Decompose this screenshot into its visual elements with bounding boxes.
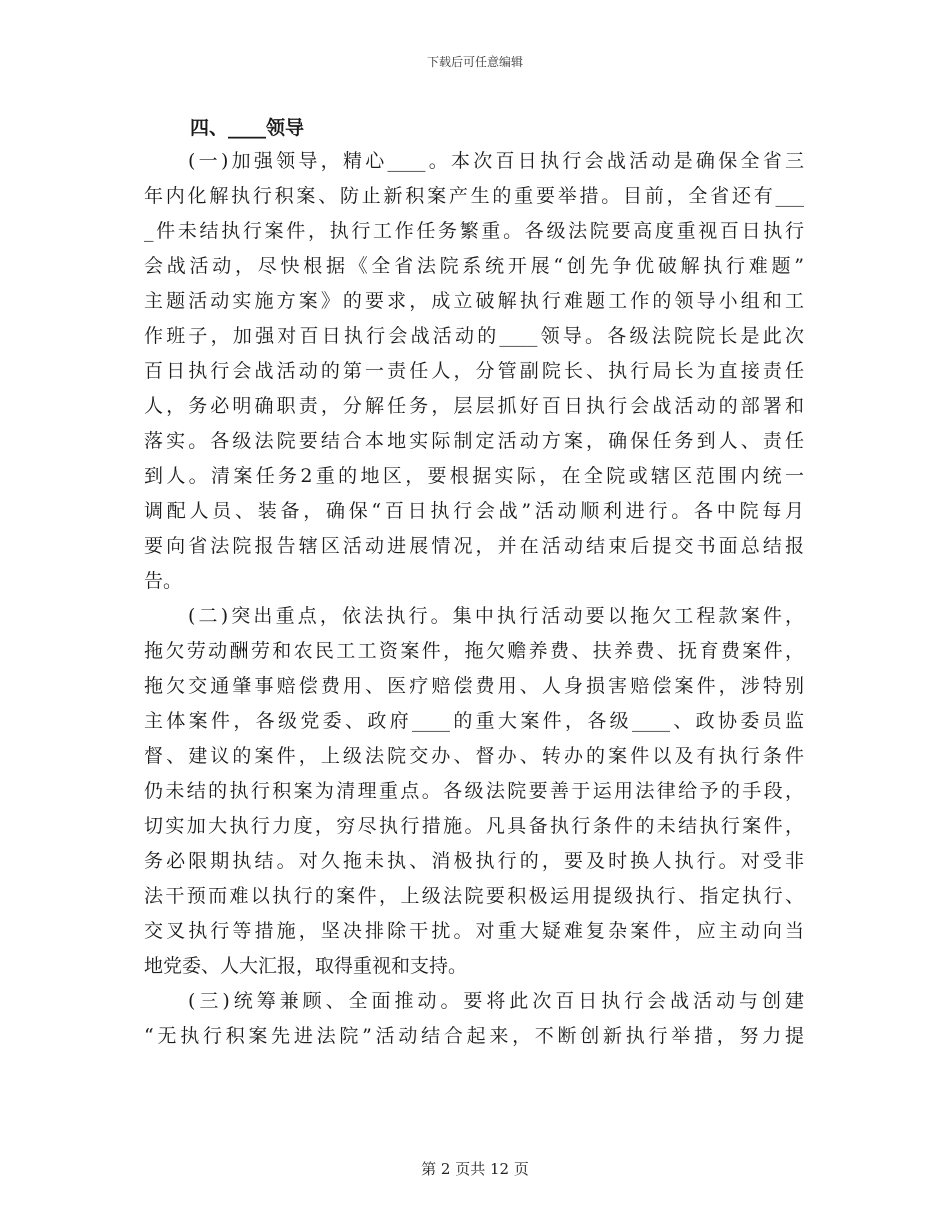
paragraph-1 — [144, 144, 804, 599]
page-number: 第 2 页共 12 页 — [421, 1160, 529, 1178]
text-line: 拖欠交通肇事赔偿费用、医疗赔偿费用、人身损害赔偿案件，涉特别 — [144, 675, 804, 697]
text-line: 仍未结的执行积案为清理重点。各级法院要善于运用法律给予的手段， — [144, 780, 804, 802]
text-line: 告。 — [144, 570, 183, 592]
text-line: “无执行积案先进法院”活动结合起来，不断创新执行举措，努力提 — [144, 1025, 804, 1047]
text-line: 到人。清案任务2重的地区，要根据实际，在全院或辖区范围内统一 — [144, 465, 804, 487]
text-line: 务必限期执结。对久拖未执、消极执行的，要及时换人执行。对受非 — [144, 850, 804, 872]
text-line: 人，务必明确职责，分解任务，层层抓好百日执行会战活动的部署和 — [144, 395, 804, 417]
text-line: 主体案件，各级党委、政府____的重大案件，各级____、政协委员监 — [144, 710, 804, 732]
text-line: 调配人员、装备，确保“百日执行会战”活动顺利进行。各中院每月 — [144, 500, 804, 522]
text-line: 切实加大执行力度，穷尽执行措施。凡具备执行条件的未结执行案件， — [144, 815, 804, 837]
text-line: 交叉执行等措施，坚决排除干扰。对重大疑难复杂案件，应主动向当 — [144, 920, 804, 942]
header-note: 下载后可任意编辑 — [426, 55, 523, 69]
paragraph-3 — [144, 984, 804, 1054]
text-line: 拖欠劳动酬劳和农民工工资案件，拖欠赡养费、扶养费、抚育费案件， — [144, 640, 804, 662]
text-line: 督、建议的案件，上级法院交办、督办、转办的案件以及有执行条件 — [144, 745, 804, 767]
text-line: 法干预而难以执行的案件，上级法院要积极运用提级执行、指定执行、 — [144, 885, 804, 907]
text-line: 百日执行会战活动的第一责任人，分管副院长、执行局长为直接责任 — [144, 360, 804, 382]
text-line: 地党委、人大汇报，取得重视和支持。 — [144, 955, 468, 977]
text-line: 落实。各级法院要结合本地实际制定活动方案，确保任务到人、责任 — [144, 430, 804, 452]
text-line: _件未结执行案件，执行工作任务繁重。各级法院要高度重视百日执行 — [144, 220, 804, 242]
section-heading: 四、____领导 — [190, 117, 305, 139]
text-line: 主题活动实施方案》的要求，成立破解执行难题工作的领导小组和工 — [144, 290, 804, 312]
text-line: 要向省法院报告辖区活动进展情况，并在活动结束后提交书面总结报 — [144, 535, 804, 557]
document-body — [144, 112, 804, 1054]
text-line: (三)统筹兼顾、全面推动。要将此次百日执行会战活动与创建 — [188, 990, 804, 1012]
paragraph-2 — [144, 599, 804, 984]
text-line: 年内化解执行积案、防止新积案产生的重要举措。目前，全省还有___ — [144, 185, 804, 207]
text-line: (二)突出重点，依法执行。集中执行活动要以拖欠工程款案件， — [188, 605, 804, 627]
text-line: 作班子，加强对百日执行会战活动的____领导。各级法院院长是此次 — [144, 325, 804, 347]
text-line: (一)加强领导，精心____。本次百日执行会战活动是确保全省三 — [188, 150, 804, 172]
text-line: 会战活动，尽快根据《全省法院系统开展“创先争优破解执行难题” — [144, 255, 804, 277]
